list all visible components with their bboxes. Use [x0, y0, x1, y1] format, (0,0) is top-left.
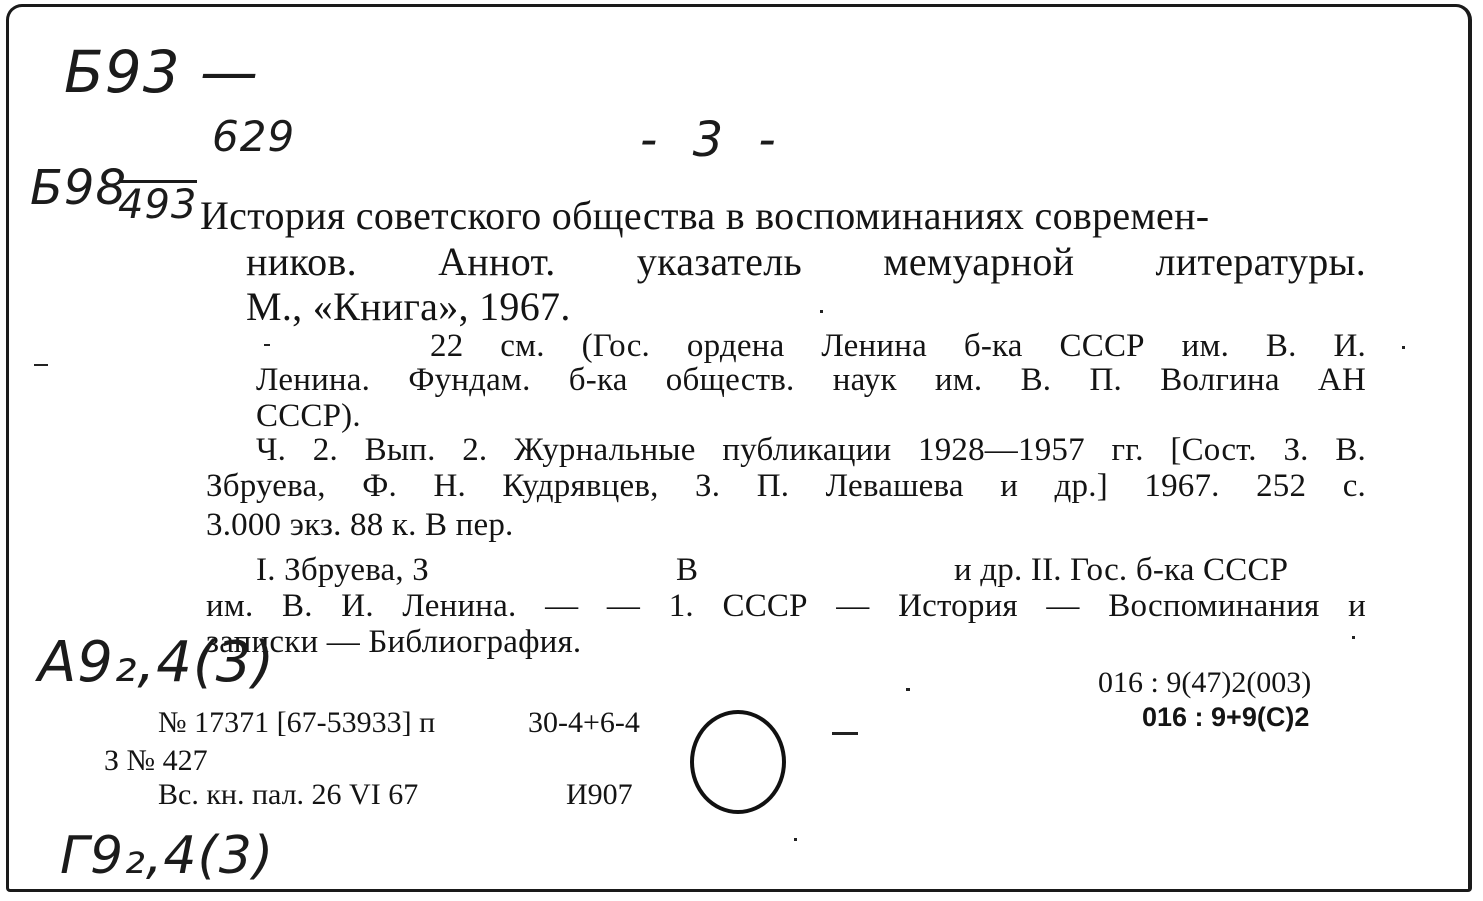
entry-title-line-3: М., «Книга», 1967. [246, 284, 571, 329]
entry-part-line-1: Ч. 2. Вып. 2. Журнальные публикации 1928—1957 гг. [Сост. З. В. [256, 432, 1366, 468]
entry-desc-line-1: 22 см. (Гос. ордена Ленина б-ка СССР им. В. И. [430, 328, 1366, 364]
scan-speck [1402, 346, 1405, 349]
entry-desc-line-3: СССР). [256, 398, 361, 434]
footer-code-line: 30-4+6-4 [528, 706, 640, 739]
entry-title-line-1: История советского общества в воспоминаниях современ- [200, 193, 1210, 238]
entry-index-line-1c: и др. II. Гос. б-ка СССР [954, 552, 1289, 588]
scan-speck [264, 344, 270, 346]
scan-speck [820, 310, 823, 313]
handwritten-code-b93: Б93 — [64, 38, 260, 106]
entry-index-line-2: им. В. И. Ленина. — — 1. СССР — История — Воспоминания и [206, 588, 1366, 624]
entry-title-line-2: ников. Аннот. указатель мемуарной литературы. [246, 239, 1366, 284]
scan-speck [1352, 636, 1355, 639]
entry-part-line-3: 3.000 экз. 88 к. В пер. [206, 507, 514, 543]
handwritten-code-a9: А9₂,4(3) [38, 630, 276, 695]
udc-code-primary: 016 : 9(47)2(003) [1098, 666, 1312, 699]
entry-index-line-1b: В [676, 552, 699, 588]
handwritten-code-629: 629 [212, 112, 296, 161]
footer-chamber-line: Вс. кн. пал. 26 VI 67 [158, 778, 419, 811]
entry-index-line-3: записки — Библиография. [206, 624, 582, 660]
udc-code-secondary: 016 : 9+9(С)2 [1142, 702, 1310, 732]
handwritten-code-b98: Б98 [30, 160, 128, 216]
entry-part-line-2: Збруева, Ф. Н. Кудрявцев, З. П. Левашева и др.] 1967. 252 с. [206, 468, 1366, 504]
footer-print-code: И907 [566, 778, 633, 811]
scan-speck [906, 688, 910, 691]
footer-number-line: № 17371 [67-53933] п [158, 706, 436, 739]
handwritten-page-number: - 3 - [640, 112, 786, 168]
entry-desc-line-2: Ленина. Фундам. б-ка обществ. наук им. В. П. Волгина АН [256, 362, 1366, 398]
entry-index-line-1a: I. Збруева, З [256, 552, 430, 588]
circle-stamp-mark [690, 710, 786, 814]
handwritten-code-493: 493 [118, 182, 198, 228]
scan-speck [34, 364, 48, 366]
footer-order: З № 427 [104, 744, 208, 777]
dash-mark [832, 732, 858, 735]
scan-speck [794, 838, 797, 841]
handwritten-code-g9: Г9₂,4(3) [60, 826, 275, 886]
